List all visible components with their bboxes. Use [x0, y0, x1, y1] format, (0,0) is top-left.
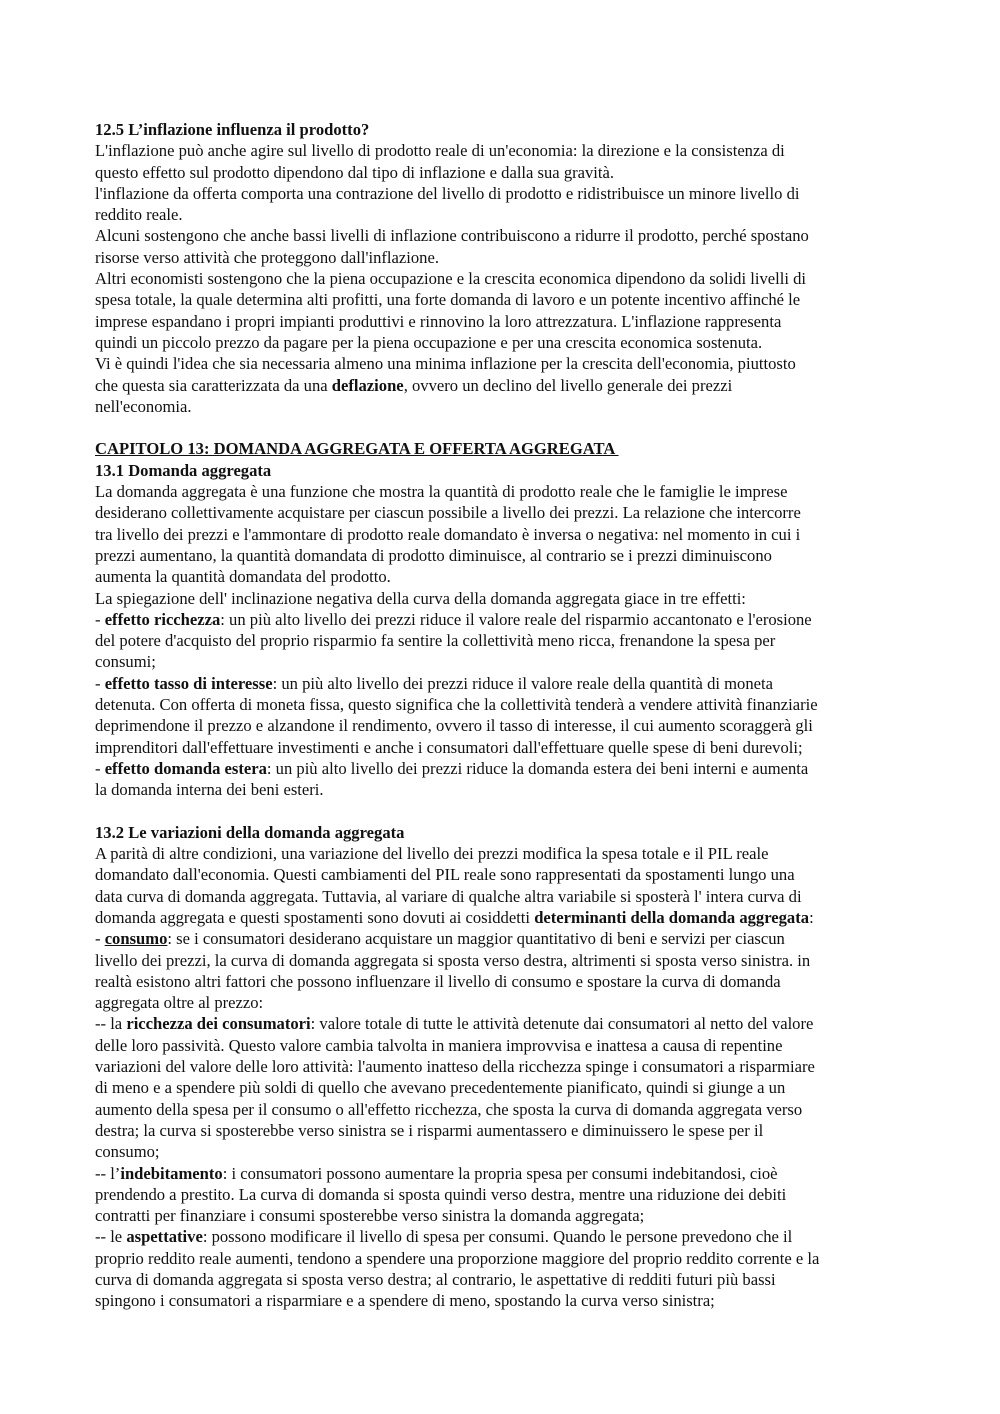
text-run: -: [95, 673, 105, 693]
list-item: [95, 1163, 910, 1184]
paragraph-line: prendendo a prestito. La curva di domanda si sposta quindi verso destra, mentre una riduzione dei debiti: [95, 1184, 787, 1204]
chapter-title: CAPITOLO 13: DOMANDA AGGREGATA E OFFERTA AGGREGATA: [95, 439, 619, 459]
paragraph-line: prezzi aumentano, la quantità domandata di prodotto diminuisce, al contrario se i prezzi diminuiscono: [95, 545, 772, 565]
paragraph-line: consumo;: [95, 1142, 160, 1162]
text-run: :: [809, 907, 814, 927]
paragraph-line: contratti per finanziare i consumi sposterebbe verso sinistra la domanda aggregata;: [95, 1206, 645, 1226]
paragraph-line: data curva di domanda aggregata. Tuttavia, al variare di qualche altra variabile si sposterà l' intera curva di: [95, 886, 802, 906]
section-heading: 13.2 Le variazioni della domanda aggregata: [95, 822, 405, 842]
list-item: [95, 609, 910, 630]
text-run: : possono modificare il livello di spesa per consumi. Quando le persone prevedono che il: [202, 1227, 793, 1247]
text-run: -: [95, 758, 105, 778]
paragraph-line: spingono i consumatori a risparmiare e a spendere di meno, spostando la curva verso sinistra;: [95, 1291, 715, 1311]
list-item: [95, 758, 910, 779]
paragraph-line: reddito reale.: [95, 205, 183, 225]
bold-term: deflazione: [331, 375, 404, 395]
paragraph-line: tra livello dei prezzi e l'ammontare di prodotto reale domandato è inversa o negativa: nel momento in cui i: [95, 524, 801, 544]
text-run: : un più alto livello dei prezzi riduce la domanda estera dei beni interni e aumenta: [266, 758, 809, 778]
paragraph-line: aumento della spesa per il consumo o all'effetto ricchezza, che sposta la curva di domanda aggregata verso: [95, 1099, 803, 1119]
paragraph-line: quindi un piccolo prezzo da pagare per la piena occupazione e per una crescita economica sostenuta.: [95, 332, 763, 352]
paragraph-line: proprio reddito reale aumenti, tendono a spendere una proporzione maggiore del proprio reddito corrente e la: [95, 1248, 820, 1268]
section-heading: 13.1 Domanda aggregata: [95, 460, 272, 480]
paragraph-line: A parità di altre condizioni, una variazione del livello dei prezzi modifica la spesa totale e il PIL reale: [95, 844, 769, 864]
paragraph-line: risorse verso attività che proteggono dall'inflazione.: [95, 247, 439, 267]
text-run: : un più alto livello dei prezzi riduce il valore reale della quantità di moneta: [272, 673, 773, 693]
chapter-13: [95, 438, 910, 800]
text-run: che questa sia caratterizzata da una: [95, 375, 332, 395]
paragraph-line: Alcuni sostengono che anche bassi livelli di inflazione contribuiscono a ridurre il prodotto, perché spostano: [95, 226, 809, 246]
paragraph-line: questo effetto sul prodotto dipendono dal tipo di inflazione e dalla sua gravità.: [95, 162, 615, 182]
text-run: -- l’: [95, 1163, 121, 1183]
paragraph-line: Vi è quindi l'idea che sia necessaria almeno una minima inflazione per la crescita dell'economia, piuttosto: [95, 354, 796, 374]
text-run: -: [95, 929, 105, 949]
paragraph-line: destra; la curva si sposterebbe verso sinistra se i risparmi aumentassero e diminuissero le spese per il: [95, 1120, 764, 1140]
paragraph-line: La spiegazione dell' inclinazione negativa della curva della domanda aggregata giace in tre effetti:: [95, 588, 746, 608]
text-run: : un più alto livello dei prezzi riduce il valore reale del risparmio accantonato e l'erosione: [220, 609, 812, 629]
paragraph-line: livello dei prezzi, la curva di domanda aggregata si sposta verso destra, altrimenti si sposta verso sinistra. in: [95, 950, 811, 970]
paragraph-line: desiderano collettivamente acquistare per ciascun possibile a livello dei prezzi. La relazione che intercorre: [95, 503, 801, 523]
paragraph-line: spesa totale, la quale determina alti profitti, una forte domanda di lavoro e un potente incentivo affinché le: [95, 290, 801, 310]
list-item: [95, 1013, 910, 1034]
text-run: -- la: [95, 1014, 127, 1034]
bold-term: effetto domanda estera: [104, 758, 267, 778]
bold-term: determinanti della domanda aggregata: [534, 907, 810, 927]
list-item: [95, 1226, 910, 1247]
text-run: : valore totale di tutte le attività detenute dai consumatori al netto del valore: [310, 1014, 814, 1034]
bold-term: aspettative: [126, 1227, 203, 1247]
paragraph-line: deprimendone il prezzo e alzandone il rendimento, ovvero il tasso di interesse, il cui aumento scoraggerà gli: [95, 716, 813, 736]
text-run: : se i consumatori desiderano acquistare un maggior quantitativo di beni e servizi per ciascun: [167, 929, 785, 949]
section-12-5: [95, 119, 910, 417]
paragraph-line: imprenditori dall'effettuare investimenti e anche i consumatori dall'effettuare quelle spese di beni durevoli;: [95, 737, 803, 757]
bold-term: indebitamento: [120, 1163, 223, 1183]
paragraph-line: di meno e a spendere più soldi di quello che avevano precedentemente pianificato, quindi si giunge a un: [95, 1078, 786, 1098]
paragraph-line: realtà esistono altri fattori che possono influenzare il livello di consumo e spostare la curva di domanda: [95, 971, 781, 991]
list-item: [95, 928, 910, 949]
paragraph-line: detenuta. Con offerta di moneta fissa, questo significa che la collettività tenderà a vendere attività finanziarie: [95, 695, 818, 715]
text-run: : i consumatori possono aumentare la propria spesa per consumi indebitandosi, cioè: [222, 1163, 778, 1183]
paragraph-line: la domanda interna dei beni esteri.: [95, 780, 324, 800]
document-page: [95, 119, 910, 1312]
paragraph-line: l'inflazione da offerta comporta una contrazione del livello di prodotto e ridistribuisce un minore livello di: [95, 183, 800, 203]
text-run: , ovvero un declino del livello generale dei prezzi: [403, 375, 733, 395]
spacer: [95, 417, 910, 438]
bold-term: effetto tasso di interesse: [104, 673, 273, 693]
paragraph-line: variazioni del valore delle loro attività: l'aumento inatteso della ricchezza spinge i consumatori a risparmiare: [95, 1057, 815, 1077]
paragraph-line: [95, 375, 910, 396]
paragraph-line: La domanda aggregata è una funzione che mostra la quantità di prodotto reale che le famiglie le imprese: [95, 482, 788, 502]
paragraph-line: delle loro passività. Questo valore cambia talvolta in maniera improvvisa e inattesa a causa di repentine: [95, 1035, 783, 1055]
paragraph-line: curva di domanda aggregata si sposta verso destra; al contrario, le aspettative di redditi futuri più bassi: [95, 1270, 776, 1290]
paragraph-line: L'inflazione può anche agire sul livello di prodotto reale di un'economia: la direzione e la consistenza di: [95, 141, 785, 161]
spacer: [95, 801, 910, 822]
paragraph-line: domandato dall'economia. Questi cambiamenti del PIL reale sono rappresentati da spostamenti lungo una: [95, 865, 795, 885]
paragraph-line: aumenta la quantità domandata del prodotto.: [95, 567, 391, 587]
paragraph-line: imprese espandano i propri impianti produttivi e rinnovino la loro attrezzatura. L'inflazione rappresenta: [95, 311, 782, 331]
section-heading: 12.5 L’inflazione influenza il prodotto?: [95, 120, 370, 139]
bold-term: consumo: [104, 929, 168, 949]
paragraph-line: nell'economia.: [95, 396, 192, 416]
paragraph-line: consumi;: [95, 652, 156, 672]
text-run: -- le: [95, 1227, 127, 1247]
paragraph-line: del potere d'acquisto del proprio risparmio fa sentire la collettività meno ricca, frenandone la spesa per: [95, 631, 776, 651]
list-item: [95, 673, 910, 694]
paragraph-line: [95, 907, 910, 928]
section-13-2: [95, 822, 910, 1312]
bold-term: ricchezza dei consumatori: [126, 1014, 311, 1034]
text-run: -: [95, 609, 105, 629]
text-run: domanda aggregata e questi spostamenti sono dovuti ai cosiddetti: [95, 907, 535, 927]
bold-term: effetto ricchezza: [104, 609, 221, 629]
paragraph-line: Altri economisti sostengono che la piena occupazione e la crescita economica dipendono da solidi livelli di: [95, 269, 807, 289]
paragraph-line: aggregata oltre al prezzo:: [95, 993, 264, 1013]
